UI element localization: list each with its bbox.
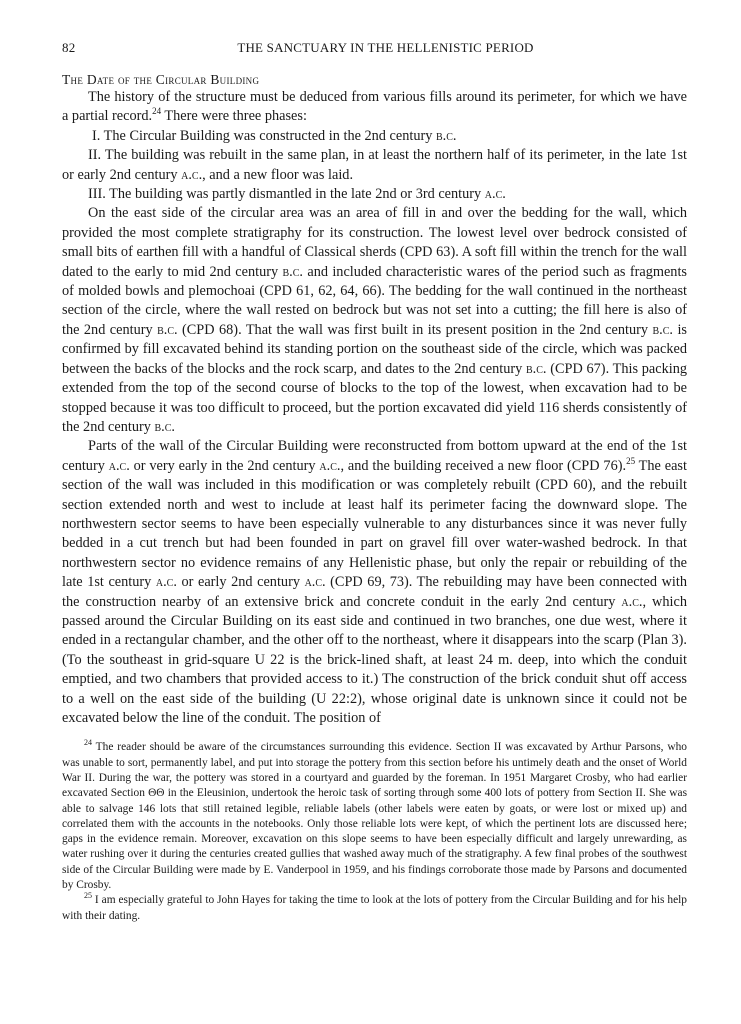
section-title: The Date of the Circular Building	[62, 72, 260, 87]
page	[62, 40, 687, 924]
footnote-ref-25[interactable]: 25	[626, 455, 636, 466]
running-title: THE SANCTUARY IN THE HELLENISTIC PERIOD	[237, 40, 534, 55]
paragraph-reconstruction: Parts of the wall of the Circular Building were reconstructed from bottom upward at the end of the 1st century a.c. or very early in the 2nd century a.c., and the building received a new floor (CPD 76).$^{25}$ The east section of the wall was included in this modification or was completely rebuilt (CPD 60), and the rebuilt section extended north and west to include at least half its perimeter facing the downward slope. The northwestern sector seems to have been especially vulnerable to any disturbances since it was never fully bedded in a cut trench but had been founded in part on gravel fill over water-washed bedrock. In that northwestern sector no evidence remains of any Hellenistic phase, but only the repair or rebuilding of the late 1st century a.c. or early 2nd century a.c. (CPD 69, 73). The rebuilding may have been connected with the construction nearby of an extensive brick and concrete conduit in the early 2nd century a.c., which passed around the Circular Building on its east side and continued in two branches, one due west, where it ended in a rectangular chamber, and the other off to the northeast, where it disappears into the scarp (Plan 3). (To the southeast in grid-square U 22 is the brick-lined shaft, at least 24 m. deep, into which the conduit emptied, and two chambers that provided access to it.) The construction of the brick conduit shut off access to a well on the east side of the building (U 22:2), whose original date is unknown since it could not be excavated below the line of the conduit. The position of	[62, 438, 688, 726]
body-text	[62, 88, 687, 728]
phase-item-1: I. The Circular Building was constructed in the 2nd century b.c.	[92, 127, 457, 144]
footnote-mark-24: 24	[84, 738, 92, 748]
phase-item-3: III. The building was partly dismantled in the late 2nd or 3rd century a.c.	[88, 186, 506, 203]
footnote-mark-25: 25	[84, 891, 92, 901]
phase-item-2: II. The building was rebuilt in the same plan, in at least the northern half of its perimeter, in the late 1st or early 2nd century a.c., and a new floor was laid.	[62, 147, 687, 183]
intro-paragraph: The history of the structure must be deduced from various fills around its perimeter, for which we have a partial record.$^{24}$ There were three phases:	[62, 89, 687, 125]
paragraph-east-side: On the east side of the circular area was an area of fill in and over the bedding for the wall, which provided the most complete stratigraphy for its construction. The lowest level over bedrock consisted of small bits of earthen fill with a handful of Classical sherds (CPD 63). A soft fill within the trench for the wall dated to the early to mid 2nd century b.c. and included characteristic wares of the period such as fragments of molded bowls and plemochoai (CPD 61, 62, 64, 66). The bedding for the wall continued in the northeast section of the circle, where the wall rested on bedrock but was not set into a cutting; the fill here is also of the 2nd century b.c. (CPD 68). That the wall was first built in its present position in the 2nd century b.c. is confirmed by fill excavated behind its standing portion on the southeast side of the circle, which was packed between the backs of the blocks and the rock scarp, and dates to the 2nd century b.c. (CPD 67). This packing extended from the top of the second course of blocks to the top of the lowest, when excavation had to be stopped because it was too difficult to proceed, but the portion excavated did yield 116 sherds consistently of the 2nd century b.c.	[62, 205, 687, 435]
footnote-ref-24[interactable]: 24	[152, 106, 162, 117]
footnote-24: $^{24}$ The reader should be aware of the circumstances surrounding this evidence. Section II was excavated by Arthur Parsons, who was unable to sort, permanently label, and put into storage the pottery from this section before his untimely death and the onset of World War II. During the war, the pottery was stored in a courtyard and guarded by the foreman. In 1951 Margaret Crosby, who had earlier excavated Section ΘΘ in the Eleusinion, undertook the heroic task of sorting through some 400 lots of pottery from Section II. She was able to salvage 146 lots that still retained legible, reliable labels (other labels were eaten by goats, or were lost or mixed up) and correlated them with the accounts in the notebooks. Only those reliable lots were kept, of which the pertinent lots are discussed here; gaps in the evidence remain. Moreover, excavation on this slope seems to have been especially difficult and largely unrewarding, as water rushing over it during the centuries created gullies that washed away much of the stratigraphy. A few final probes of the southwest side of the Circular Building were made by E. Vanderpool in 1959, and his findings corroborate those made by Parsons and documented by Crosby.	[62, 738, 687, 892]
footnote-25: $^{25}$ I am especially grateful to John Hayes for taking the time to look at the lots of pottery from the Circular Building and for his help with their dating.	[62, 891, 687, 922]
footnotes	[62, 740, 687, 924]
page-number: 82	[62, 40, 76, 55]
running-header	[62, 40, 687, 62]
